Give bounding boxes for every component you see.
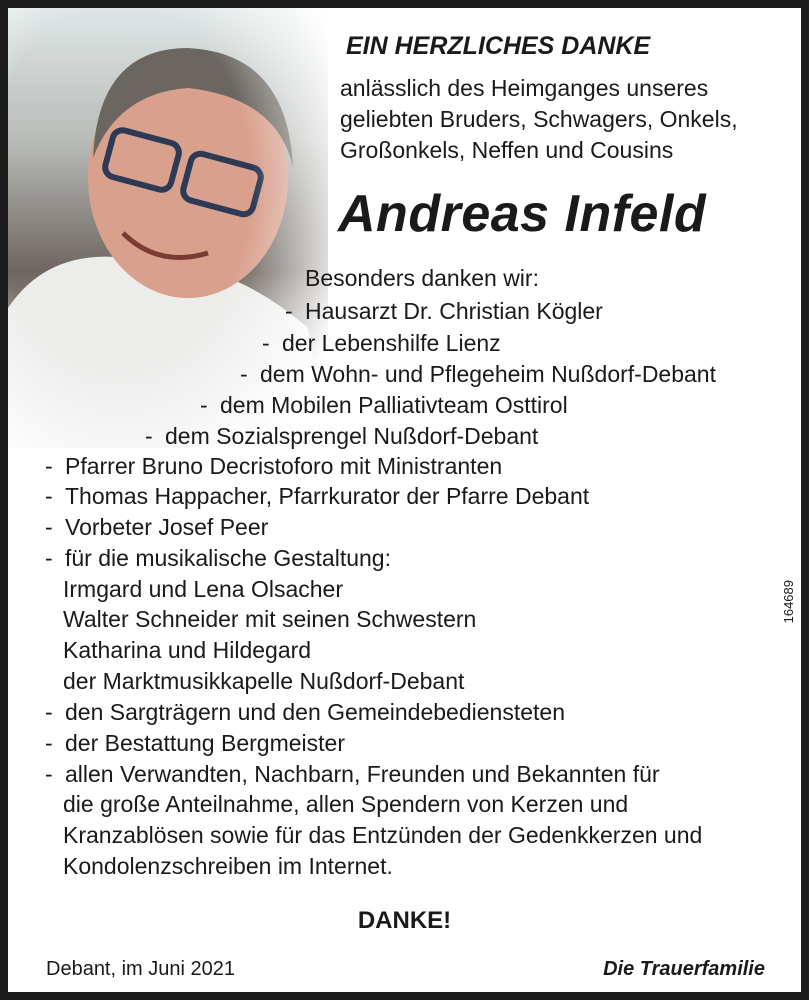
thanks-item: - Vorbeter Josef Peer bbox=[45, 514, 269, 540]
thanks-item: - dem Mobilen Palliativteam Osttirol bbox=[200, 392, 568, 418]
thanks-item: - der Bestattung Bergmeister bbox=[45, 730, 345, 756]
thanks-item: - allen Verwandten, Nachbarn, Freunden und Bekannten für bbox=[45, 761, 660, 787]
thanks-subline: Katharina und Hildegard bbox=[63, 637, 312, 663]
thanks-item: - Hausarzt Dr. Christian Kögler bbox=[285, 298, 603, 324]
thanks-item: - Pfarrer Bruno Decristoforo mit Ministranten bbox=[45, 453, 503, 479]
intro-line: Großonkels, Neffen und Cousins bbox=[340, 137, 674, 163]
thanks-item: - den Sargträgern und den Gemeindebediensteten bbox=[45, 699, 565, 725]
thanks-item: - dem Sozialsprengel Nußdorf-Debant bbox=[145, 423, 539, 449]
thanks-item: - dem Wohn- und Pflegeheim Nußdorf-Debant bbox=[240, 361, 716, 387]
signature: Die Trauerfamilie bbox=[603, 958, 765, 980]
thanks-subline: Kondolenzschreiben im Internet. bbox=[63, 853, 393, 879]
heading: EIN HERZLICHES DANKE bbox=[346, 32, 651, 60]
thanks-item: - für die musikalische Gestaltung: bbox=[45, 545, 391, 571]
thanks-subline: Walter Schneider mit seinen Schwestern bbox=[63, 606, 477, 632]
thanks-item: - der Lebenshilfe Lienz bbox=[262, 330, 501, 356]
thanks-subline: der Marktmusikkapelle Nußdorf-Debant bbox=[63, 668, 465, 694]
intro-line: geliebten Bruders, Schwagers, Onkels, bbox=[340, 106, 738, 132]
intro-line: anlässlich des Heimganges unseres bbox=[340, 75, 709, 101]
thanks-item: - Thomas Happacher, Pfarrkurator der Pfarre Debant bbox=[45, 483, 590, 509]
thanks-subline: Kranzablösen sowie für das Entzünden der Gedenkkerzen und bbox=[63, 822, 703, 848]
deceased-name: Andreas Infeld bbox=[338, 185, 707, 243]
thanks-subline: die große Anteilnahme, allen Spendern von Kerzen und bbox=[63, 791, 629, 817]
thanks-intro: Besonders danken wir: bbox=[305, 265, 539, 291]
place-date: Debant, im Juni 2021 bbox=[46, 958, 236, 980]
thanks-subline: Irmgard und Lena Olsacher bbox=[63, 576, 343, 602]
closing-thanks: DANKE! bbox=[357, 907, 452, 934]
ad-code: 164689 bbox=[781, 580, 796, 624]
